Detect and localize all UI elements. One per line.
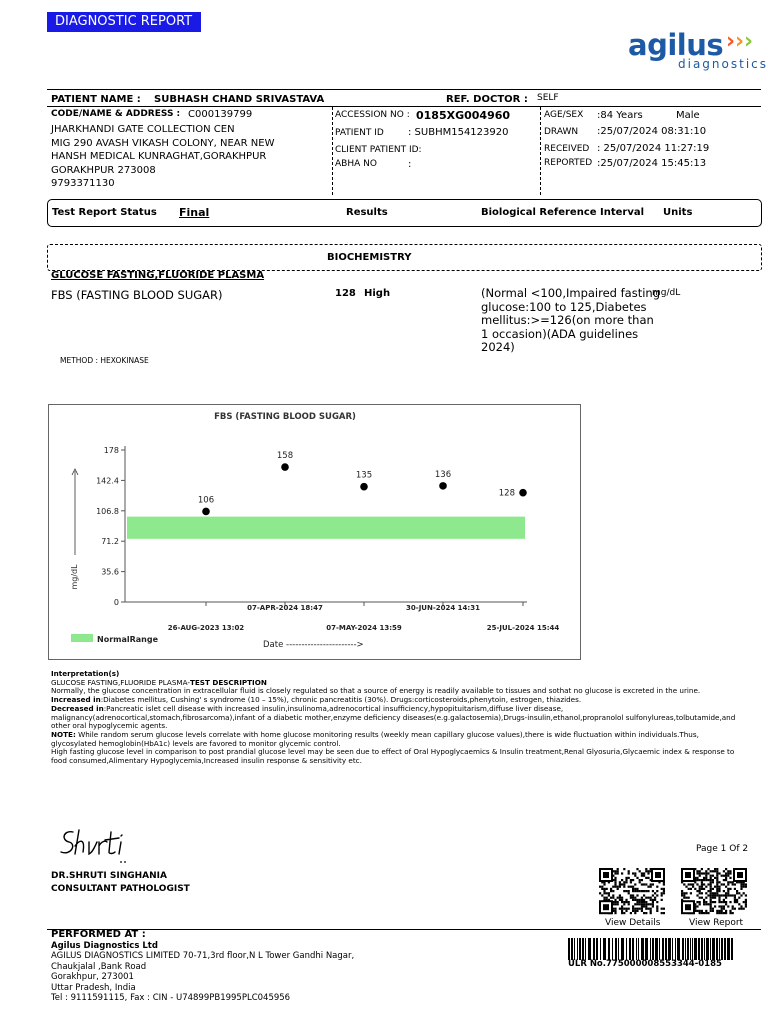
y-tick-label: 0 <box>113 598 119 607</box>
accession-number: 0185XG004960 <box>416 109 511 122</box>
interpretation-heading: Interpretation(s) <box>51 669 120 678</box>
patient-name-label: PATIENT NAME : <box>51 94 141 105</box>
barcode <box>568 938 736 960</box>
client-patient-id-label: CLIENT PATIENT ID: <box>335 145 422 155</box>
y-tick-label: 35.6 <box>101 567 119 577</box>
increased-in-label: Increased in <box>51 695 101 705</box>
data-point <box>439 482 447 490</box>
note-label: NOTE: <box>51 729 76 739</box>
received-label: RECEIVED <box>544 144 590 154</box>
units-column-header: Units <box>663 207 693 218</box>
legend-label: NormalRange <box>97 635 159 644</box>
patient-id-label: PATIENT ID <box>335 128 384 138</box>
note-text: While random serum glucose levels correlate with home glucose monitoring results (weekly mean capillary glucose values),there is wide fluctuation within individuals.Thus, glycosylated hemoglobin(HbA1c) levels are favored to monitor glycemic control. <box>51 729 699 748</box>
reported-value: :25/07/2024 15:45:13 <box>597 158 707 169</box>
data-point <box>281 463 289 471</box>
view-report-link[interactable]: View Report <box>689 918 744 928</box>
sex-value: Male <box>676 110 700 121</box>
patient-row-divider <box>47 106 761 107</box>
x-tick-label: 26-AUG-2023 13:02 <box>167 624 245 632</box>
increased-in-text: :Diabetes mellitus, Cushing' s syndrome (10 – 15%), chronic pancreatitis (30%). Drugs:corticosteroids,phenytoin, estrogen, thiazides. <box>100 695 582 705</box>
data-label: 106 <box>197 495 215 506</box>
data-label: 128 <box>498 488 515 499</box>
collection-address: JHARKHANDI GATE COLLECTION CEN MIG 290 AVASH VIKASH COLONY, NEAR NEW HANSH MEDICAL KUNRAGHAT,GORAKHPUR GORAKHPUR 273008 9793371130 <box>51 124 275 189</box>
patient-id-value: : SUBHM154123920 <box>408 127 509 138</box>
drawn-label: DRAWN <box>544 127 579 137</box>
ref-doctor-label: REF. DOCTOR : <box>446 94 528 105</box>
data-point <box>202 508 210 516</box>
test-report-status-label: Test Report Status <box>52 207 157 218</box>
result-unit: mg/dL <box>652 288 681 298</box>
ulr-number: ULR No.775000008553344-0185 <box>568 959 722 969</box>
pathologist-title: CONSULTANT PATHOLOGIST <box>51 884 190 894</box>
reported-label: REPORTED <box>544 158 593 168</box>
reference-interval: (Normal <100,Impaired fasting glucose:100 to 125,Diabetes mellitus:>=126(on more than 1 occasion)(ADA guidelines 2024) <box>481 286 661 354</box>
data-label: 135 <box>355 470 373 481</box>
abha-label: ABHA NO <box>335 159 377 169</box>
performed-at-label: PERFORMED AT : <box>51 929 146 940</box>
column-divider <box>332 107 333 195</box>
report-title-badge: DIAGNOSTIC REPORT <box>47 12 201 32</box>
logo-chevron-icon: › <box>726 29 736 54</box>
x-tick-label: 07-MAY-2024 13:59 <box>326 624 402 632</box>
ref-doctor-value: SELF <box>537 93 559 103</box>
interpretation-block <box>51 670 741 766</box>
pathologist-name: DR.SHRUTI SINGHANIA <box>51 871 167 881</box>
data-point <box>360 483 368 491</box>
header-divider <box>47 89 761 90</box>
accession-label: ACCESSION NO : <box>335 110 410 120</box>
chart-canvas <box>49 405 580 659</box>
interpretation-test-name: GLUCOSE FASTING,FLUORIDE PLASMA- <box>51 677 190 687</box>
test-result-value: 128 <box>335 288 356 299</box>
logo-chevron-icon: › <box>735 29 745 54</box>
report-status-value: Final <box>179 206 210 219</box>
x-tick-label: 07-APR-2024 18:47 <box>247 604 323 612</box>
received-value: : 25/07/2024 11:27:19 <box>597 143 710 154</box>
y-tick-label: 178 <box>103 446 119 455</box>
x-axis-label: Date -----------------------> <box>263 640 364 650</box>
logo-subtitle: diagnostics <box>678 57 768 71</box>
interpretation-para: Normally, the glucose concentration in extracellular fluid is closely regulated so that a source of energy is readily available to tissues and sothat no glucose is excreted in the urine. <box>51 686 701 696</box>
lab-address: AGILUS DIAGNOSTICS LIMITED 70-71,3rd floor,N L Tower Gandhi Nagar, Chaukjalal ,Bank Road Gorakhpur, 273001 Uttar Pradesh, India Tel : 9111591115, Fax : CIN - U74899PB1995PLC045956 <box>51 951 355 1003</box>
test-group-title: GLUCOSE FASTING,FLUORIDE PLASMA <box>51 270 265 281</box>
y-tick-label: 142.4 <box>96 476 119 486</box>
chart-title: FBS (FASTING BLOOD SUGAR) <box>214 412 356 422</box>
page-number: Page 1 Of 2 <box>696 844 749 854</box>
logo-chevron-icon: › <box>744 29 754 54</box>
test-method: METHOD : HEXOKINASE <box>60 356 149 365</box>
x-tick-label: 25-JUL-2024 15:44 <box>486 624 560 632</box>
normal-range-band <box>127 517 525 539</box>
x-tick-label: 30-JUN-2024 14:31 <box>406 604 480 612</box>
fbs-trend-chart <box>48 404 581 660</box>
test-name: FBS (FASTING BLOOD SUGAR) <box>51 288 223 302</box>
results-column-header: Results <box>346 207 388 218</box>
reference-interval-header: Biological Reference Interval <box>481 207 645 218</box>
abha-value: : <box>408 159 412 170</box>
interpretation-last-para: High fasting glucose level in comparison to post prandial glucose level may be seen due to effect of Oral Hypoglycaemics & Insulin treatment,Renal Glyosuria,Glycaemic index & response to food consumed,Alimentary Hypoglycemia,Increased insulin response & sensitivity etc. <box>51 747 735 766</box>
patient-name: SUBHASH CHAND SRIVASTAVA <box>154 94 325 105</box>
y-tick-label: 71.2 <box>101 537 119 547</box>
y-tick-label: 106.8 <box>96 506 119 516</box>
view-details-link[interactable]: View Details <box>605 918 661 928</box>
decreased-in-label: Decreased in <box>51 703 104 713</box>
data-label: 136 <box>434 469 452 480</box>
age-value: :84 Years <box>597 110 643 121</box>
code-value: C000139799 <box>188 109 253 120</box>
view-details-qr-icon[interactable] <box>599 868 665 916</box>
data-point <box>519 489 527 497</box>
column-divider <box>540 107 541 195</box>
agilus-logo <box>622 24 768 76</box>
code-address-label: CODE/NAME & ADDRESS : <box>51 109 181 119</box>
view-report-qr-icon[interactable] <box>681 868 747 916</box>
footer-divider <box>47 929 761 930</box>
decreased-in-text: :Pancreatic islet cell disease with increased insulin,insulinoma,adrenocortical insufficiency,hypopituitarism,diffuse liver disease, malignancy(adrenocortical,stomach,fibrosarcoma),infant of a diabetic mother,enzyme deficiency diseases(e.g.galactosemia),Drugs-insulin,ethanol,propranolol sulfonylureas,tolbutamide,and other oral hypoglycemic agents. <box>51 703 736 731</box>
drawn-value: :25/07/2024 08:31:10 <box>597 126 707 137</box>
section-title: BIOCHEMISTRY <box>327 252 412 263</box>
result-flag: High <box>364 288 391 299</box>
y-axis-label: mg/dL <box>70 564 79 590</box>
logo-wordmark: agilus <box>628 28 724 62</box>
age-sex-label: AGE/SEX <box>544 110 584 120</box>
test-description-label: TEST DESCRIPTION <box>189 677 267 687</box>
legend-swatch <box>71 634 93 642</box>
signature-image <box>57 824 129 866</box>
data-label: 158 <box>276 451 294 462</box>
lab-name: Agilus Diagnostics Ltd <box>51 941 158 951</box>
